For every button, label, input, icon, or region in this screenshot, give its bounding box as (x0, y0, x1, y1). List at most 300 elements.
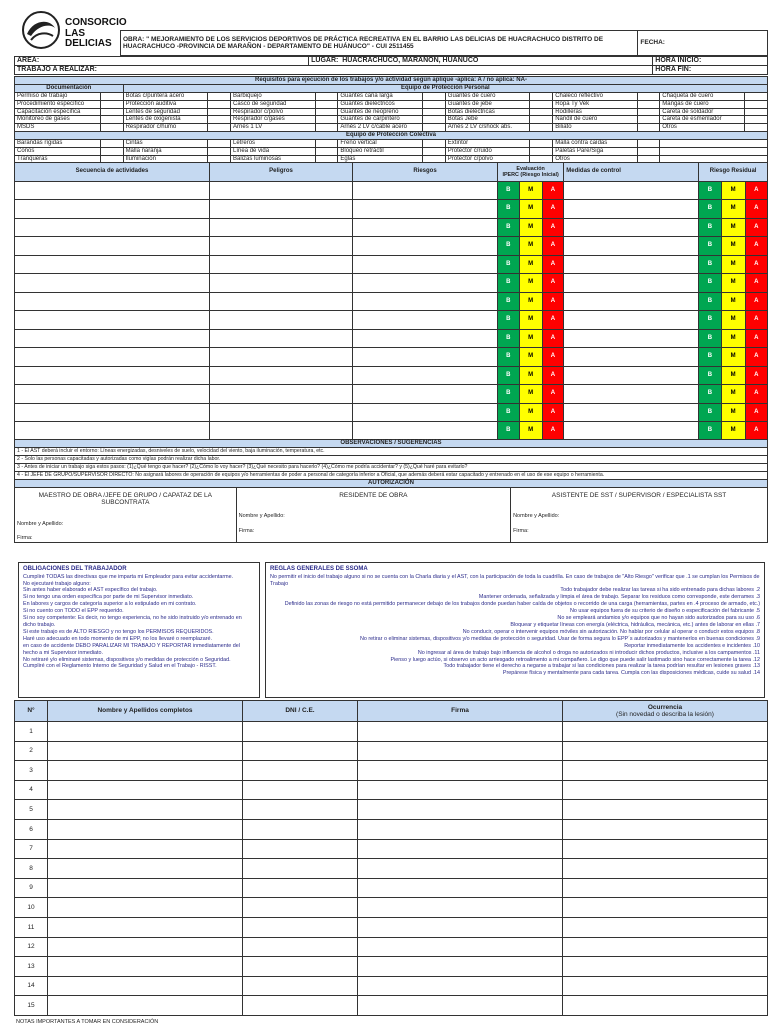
control-measures-cell[interactable] (564, 237, 699, 256)
requirement-checkbox[interactable] (100, 92, 123, 100)
residual-risk-m-cell[interactable]: M (721, 274, 745, 293)
requirement-label: Capacitación específica (15, 108, 101, 116)
initial-risk-b-cell[interactable]: B (498, 311, 520, 330)
risk-cell[interactable] (353, 348, 498, 367)
worker-dni-cell[interactable] (243, 898, 358, 918)
initial-risk-m-cell[interactable]: M (519, 292, 542, 311)
worker-number: 4 (15, 780, 48, 800)
residual-risk-m-cell[interactable]: M (721, 366, 745, 385)
initial-risk-b-cell[interactable]: B (498, 218, 520, 237)
worker-name-cell[interactable] (48, 741, 243, 761)
worker-dni-cell[interactable] (243, 976, 358, 996)
hazard-cell[interactable] (210, 348, 353, 367)
workers-table (14, 700, 768, 1016)
activity-row (15, 237, 768, 256)
initial-risk-b-cell[interactable]: B (498, 403, 520, 422)
activity-sequence-cell[interactable] (15, 274, 210, 293)
requirement-checkbox[interactable] (745, 124, 768, 132)
activity-row (15, 422, 768, 441)
col-residual: Riesgo Residual (699, 163, 768, 182)
area-field[interactable]: AREA: (15, 57, 309, 66)
hazard-cell[interactable] (210, 292, 353, 311)
residual-risk-b-cell[interactable]: B (699, 200, 721, 219)
requirement-checkbox[interactable] (100, 108, 123, 116)
initial-risk-m-cell[interactable]: M (519, 255, 542, 274)
initial-risk-b-cell[interactable]: B (498, 348, 520, 367)
epc-label: Línea de vida (231, 148, 316, 156)
header-info-table (14, 56, 768, 75)
requirement-checkbox[interactable] (423, 100, 446, 108)
worker-signature-cell[interactable] (358, 722, 563, 742)
requirement-label: Nandil de cuero (553, 116, 637, 124)
residual-risk-b-cell[interactable]: B (699, 348, 721, 367)
worker-number: 7 (15, 839, 48, 859)
residual-risk-b-cell[interactable]: B (699, 292, 721, 311)
worker-dni-cell[interactable] (243, 917, 358, 937)
initial-risk-a-cell[interactable]: A (542, 200, 564, 219)
initial-risk-b-cell[interactable]: B (498, 329, 520, 348)
initial-risk-a-cell[interactable]: A (542, 218, 564, 237)
requirement-checkbox[interactable] (100, 116, 123, 124)
requirement-label: Lentes de seguridad (123, 108, 208, 116)
control-measures-cell[interactable] (564, 200, 699, 219)
requirement-row (15, 108, 768, 116)
residual-risk-a-cell[interactable]: A (745, 274, 767, 293)
worker-occurrence-cell[interactable] (563, 976, 768, 996)
epc-label: Iluminación (123, 155, 208, 163)
sign-residente[interactable]: RESIDENTE DE OBRA Nombre y Apellido: Firma: (236, 488, 510, 543)
initial-risk-a-cell[interactable]: A (542, 366, 564, 385)
residual-risk-b-cell[interactable]: B (699, 255, 721, 274)
hazard-cell[interactable] (210, 422, 353, 441)
worker-signature-cell[interactable] (358, 957, 563, 977)
requirement-row (15, 124, 768, 132)
worker-signature-cell[interactable] (358, 819, 563, 839)
worker-row (15, 898, 768, 918)
hazard-cell[interactable] (210, 218, 353, 237)
worker-signature-cell[interactable] (358, 859, 563, 879)
initial-risk-b-cell[interactable]: B (498, 200, 520, 219)
control-measures-cell[interactable] (564, 422, 699, 441)
risk-cell[interactable] (353, 422, 498, 441)
residual-risk-a-cell[interactable]: A (745, 348, 767, 367)
worker-signature-cell[interactable] (358, 976, 563, 996)
residual-risk-a-cell[interactable]: A (745, 422, 767, 441)
hazard-cell[interactable] (210, 181, 353, 200)
worker-number: 14 (15, 976, 48, 996)
residual-risk-b-cell[interactable]: B (699, 311, 721, 330)
initial-risk-m-cell[interactable]: M (519, 237, 542, 256)
epc-checkbox[interactable] (530, 148, 553, 156)
initial-risk-b-cell[interactable]: B (498, 181, 520, 200)
epc-checkbox[interactable] (315, 148, 338, 156)
residual-risk-b-cell[interactable]: B (699, 329, 721, 348)
residual-risk-a-cell[interactable]: A (745, 255, 767, 274)
activity-sequence-cell[interactable] (15, 292, 210, 311)
worker-occurrence-cell[interactable] (563, 917, 768, 937)
initial-risk-b-cell[interactable]: B (498, 292, 520, 311)
control-measures-cell[interactable] (564, 385, 699, 404)
worker-dni-cell[interactable] (243, 780, 358, 800)
requirement-checkbox[interactable] (208, 100, 231, 108)
initial-risk-a-cell[interactable]: A (542, 329, 564, 348)
initial-risk-a-cell[interactable]: A (542, 422, 564, 441)
requirement-checkbox[interactable] (208, 116, 231, 124)
worker-dni-cell[interactable] (243, 741, 358, 761)
requirement-checkbox[interactable] (637, 116, 660, 124)
worker-number: 5 (15, 800, 48, 820)
requirement-label: Guantes de jebe (445, 100, 530, 108)
control-measures-cell[interactable] (564, 329, 699, 348)
control-measures-cell[interactable] (564, 403, 699, 422)
requirement-checkbox[interactable] (745, 100, 768, 108)
worker-occurrence-cell[interactable] (563, 957, 768, 977)
control-measures-cell[interactable] (564, 292, 699, 311)
worker-signature-cell[interactable] (358, 741, 563, 761)
epc-checkbox[interactable] (423, 140, 446, 148)
rule-item: Pienso y luego actúo, si observo un acto arriesgado retroalimento a mi compañero. Le digo que puede salir lastimado sino hace correctamente la tarea .12 (390, 656, 760, 663)
residual-risk-b-cell[interactable]: B (699, 422, 721, 441)
obs-line-1: 1 - El AST deberá incluir el entorno: Líneas energizadas, desniveles de suelo, velocidad del viento, baja iluminación, temperatura, etc. (15, 448, 768, 456)
requirement-checkbox[interactable] (208, 108, 231, 116)
activity-row (15, 218, 768, 237)
residual-risk-b-cell[interactable]: B (699, 385, 721, 404)
residual-risk-a-cell[interactable]: A (745, 311, 767, 330)
hazard-cell[interactable] (210, 385, 353, 404)
requirement-label: Botas dieléctricas (445, 108, 530, 116)
residual-risk-m-cell[interactable]: M (721, 218, 745, 237)
initial-risk-a-cell[interactable]: A (542, 237, 564, 256)
rule-item: Definido las zonas de riesgo no está permitido permanecer debajo de los trabajos donde puedan haber caída de objetos o recorrido de una carga (herramientas, partes en .4 proceso de armado, etc.) (284, 601, 760, 608)
residual-risk-a-cell[interactable]: A (745, 292, 767, 311)
control-measures-cell[interactable] (564, 181, 699, 200)
hora-fin-field[interactable]: HORA FIN: (653, 66, 768, 75)
initial-risk-m-cell[interactable]: M (519, 348, 542, 367)
risk-cell[interactable] (353, 274, 498, 293)
risk-cell[interactable] (353, 329, 498, 348)
trabajo-field[interactable]: TRABAJO A REALIZAR: (15, 66, 653, 75)
worker-dni-cell[interactable] (243, 878, 358, 898)
requirement-checkbox[interactable] (315, 92, 338, 100)
worker-signature-cell[interactable] (358, 996, 563, 1016)
worker-occurrence-cell[interactable] (563, 996, 768, 1016)
activity-sequence-cell[interactable] (15, 181, 210, 200)
epc-checkbox[interactable] (100, 148, 123, 156)
requirement-checkbox[interactable] (423, 92, 446, 100)
initial-risk-a-cell[interactable]: A (542, 292, 564, 311)
initial-risk-b-cell[interactable]: B (498, 274, 520, 293)
requirement-checkbox[interactable] (315, 108, 338, 116)
worker-occurrence-cell[interactable] (563, 878, 768, 898)
worker-row (15, 839, 768, 859)
worker-occurrence-cell[interactable] (563, 780, 768, 800)
requirement-checkbox[interactable] (637, 108, 660, 116)
residual-risk-m-cell[interactable]: M (721, 255, 745, 274)
control-measures-cell[interactable] (564, 366, 699, 385)
residual-risk-m-cell[interactable]: M (721, 181, 745, 200)
lugar-field[interactable]: LUGAR: HUACRACHUCO, MARAÑON, HUANUCO (309, 57, 653, 66)
worker-name-cell[interactable] (48, 937, 243, 957)
activity-sequence-cell[interactable] (15, 422, 210, 441)
requirement-checkbox[interactable] (530, 108, 553, 116)
initial-risk-m-cell[interactable]: M (519, 274, 542, 293)
col-ocurrencia: Ocurrencia (Sin novedad o describa la lesión) (563, 701, 768, 722)
worker-dni-cell[interactable] (243, 722, 358, 742)
initial-risk-a-cell[interactable]: A (542, 403, 564, 422)
residual-risk-m-cell[interactable]: M (721, 385, 745, 404)
worker-name-cell[interactable] (48, 898, 243, 918)
epc-checkbox[interactable] (637, 140, 660, 148)
activity-sequence-cell[interactable] (15, 403, 210, 422)
worker-name-cell[interactable] (48, 878, 243, 898)
hora-inicio-field[interactable]: HORA INICIO: (653, 57, 768, 66)
risk-cell[interactable] (353, 366, 498, 385)
initial-risk-a-cell[interactable]: A (542, 385, 564, 404)
worker-occurrence-cell[interactable] (563, 937, 768, 957)
worker-row (15, 996, 768, 1016)
worker-name-cell[interactable] (48, 917, 243, 937)
worker-occurrence-cell[interactable] (563, 722, 768, 742)
risk-cell[interactable] (353, 255, 498, 274)
risk-cell[interactable] (353, 218, 498, 237)
residual-risk-b-cell[interactable]: B (699, 181, 721, 200)
initial-risk-a-cell[interactable]: A (542, 274, 564, 293)
worker-name-cell[interactable] (48, 800, 243, 820)
worker-number: 1 (15, 722, 48, 742)
requirement-checkbox[interactable] (423, 124, 446, 132)
worker-dni-cell[interactable] (243, 761, 358, 781)
activity-row (15, 366, 768, 385)
residual-risk-a-cell[interactable]: A (745, 200, 767, 219)
risk-cell[interactable] (353, 181, 498, 200)
worker-name-cell[interactable] (48, 761, 243, 781)
initial-risk-m-cell[interactable]: M (519, 366, 542, 385)
requirement-row (15, 100, 768, 108)
initial-risk-m-cell[interactable]: M (519, 403, 542, 422)
initial-risk-m-cell[interactable]: M (519, 200, 542, 219)
worker-occurrence-cell[interactable] (563, 761, 768, 781)
worker-name-cell[interactable] (48, 839, 243, 859)
residual-risk-a-cell[interactable]: A (745, 181, 767, 200)
worker-name-cell[interactable] (48, 976, 243, 996)
worker-row (15, 741, 768, 761)
worker-dni-cell[interactable] (243, 800, 358, 820)
epc-checkbox[interactable] (208, 148, 231, 156)
residual-risk-m-cell[interactable]: M (721, 403, 745, 422)
worker-dni-cell[interactable] (243, 996, 358, 1016)
requirement-label: Biliato (553, 124, 637, 132)
worker-signature-cell[interactable] (358, 878, 563, 898)
residual-risk-m-cell[interactable]: M (721, 329, 745, 348)
residual-risk-m-cell[interactable]: M (721, 311, 745, 330)
residual-risk-m-cell[interactable]: M (721, 348, 745, 367)
initial-risk-m-cell[interactable]: M (519, 311, 542, 330)
epc-checkbox[interactable] (100, 140, 123, 148)
control-measures-cell[interactable] (564, 218, 699, 237)
control-measures-cell[interactable] (564, 311, 699, 330)
worker-dni-cell[interactable] (243, 957, 358, 977)
requirement-checkbox[interactable] (637, 92, 660, 100)
epc-checkbox[interactable] (637, 148, 660, 156)
initial-risk-b-cell[interactable]: B (498, 422, 520, 441)
worker-occurrence-cell[interactable] (563, 839, 768, 859)
worker-occurrence-cell[interactable] (563, 741, 768, 761)
worker-signature-cell[interactable] (358, 898, 563, 918)
obligaciones-title: OBLIGACIONES DEL TRABAJADOR (23, 566, 127, 572)
residual-risk-m-cell[interactable]: M (721, 292, 745, 311)
epc-checkbox[interactable] (208, 140, 231, 148)
worker-name-cell[interactable] (48, 819, 243, 839)
epc-checkbox[interactable] (423, 148, 446, 156)
initial-risk-m-cell[interactable]: M (519, 218, 542, 237)
activity-sequence-cell[interactable] (15, 255, 210, 274)
requirement-label: MSDS (15, 124, 101, 132)
residual-risk-b-cell[interactable]: B (699, 403, 721, 422)
risk-cell[interactable] (353, 237, 498, 256)
hazard-cell[interactable] (210, 311, 353, 330)
residual-risk-a-cell[interactable]: A (745, 237, 767, 256)
initial-risk-a-cell[interactable]: A (542, 311, 564, 330)
hazard-cell[interactable] (210, 329, 353, 348)
initial-risk-m-cell[interactable]: M (519, 385, 542, 404)
requirement-checkbox[interactable] (745, 92, 768, 100)
residual-risk-m-cell[interactable]: M (721, 237, 745, 256)
initial-risk-a-cell[interactable]: A (542, 181, 564, 200)
worker-signature-cell[interactable] (358, 937, 563, 957)
residual-risk-a-cell[interactable]: A (745, 385, 767, 404)
worker-dni-cell[interactable] (243, 839, 358, 859)
requirement-checkbox[interactable] (315, 116, 338, 124)
requirement-checkbox[interactable] (100, 100, 123, 108)
risk-cell[interactable] (353, 385, 498, 404)
rule-item: No permitir el inicio del trabajo alguno si no se cuenta con la Charla diaria y el AST, con la participación de toda la cuadrilla. En caso de trabajos de "Alto Riesgo" verificar que .1 se cumplan los Permisos de Trabajo (270, 573, 760, 587)
hazard-cell[interactable] (210, 255, 353, 274)
initial-risk-b-cell[interactable]: B (498, 366, 520, 385)
worker-occurrence-cell[interactable] (563, 859, 768, 879)
obligation-item: Si no tengo una orden específica por parte de mi Supervisor inmediato. (23, 594, 194, 601)
worker-name-cell[interactable] (48, 996, 243, 1016)
worker-name-cell[interactable] (48, 957, 243, 977)
worker-dni-cell[interactable] (243, 819, 358, 839)
residual-risk-a-cell[interactable]: A (745, 218, 767, 237)
worker-name-cell[interactable] (48, 780, 243, 800)
residual-risk-a-cell[interactable]: A (745, 403, 767, 422)
initial-risk-b-cell[interactable]: B (498, 385, 520, 404)
initial-risk-a-cell[interactable]: A (542, 348, 564, 367)
requirement-checkbox[interactable] (745, 116, 768, 124)
requirement-checkbox[interactable] (745, 108, 768, 116)
hazard-cell[interactable] (210, 274, 353, 293)
sign-maestro[interactable]: MAESTRO DE OBRA /JEFE DE GRUPO / CAPATAZ DE LA SUBCONTRATA Nombre y Apellido: Firma: (15, 488, 237, 543)
worker-occurrence-cell[interactable] (563, 819, 768, 839)
initial-risk-m-cell[interactable]: M (519, 181, 542, 200)
risk-cell[interactable] (353, 292, 498, 311)
residual-risk-a-cell[interactable]: A (745, 329, 767, 348)
residual-risk-m-cell[interactable]: M (721, 200, 745, 219)
requirement-checkbox[interactable] (315, 100, 338, 108)
requirement-checkbox[interactable] (530, 92, 553, 100)
activity-sequence-cell[interactable] (15, 237, 210, 256)
activity-sequence-cell[interactable] (15, 200, 210, 219)
worker-name-cell[interactable] (48, 722, 243, 742)
worker-signature-cell[interactable] (358, 761, 563, 781)
risk-cell[interactable] (353, 200, 498, 219)
requirement-checkbox[interactable] (100, 124, 123, 132)
activity-sequence-cell[interactable] (15, 311, 210, 330)
obligaciones-box (18, 562, 260, 698)
requirement-checkbox[interactable] (208, 92, 231, 100)
worker-occurrence-cell[interactable] (563, 898, 768, 918)
worker-row (15, 800, 768, 820)
hazard-cell[interactable] (210, 237, 353, 256)
sign-asistente-sst[interactable]: ASISTENTE DE SST / SUPERVISOR / ESPECIALISTA SST Nombre y Apellido: Firma: (511, 488, 768, 543)
initial-risk-b-cell[interactable]: B (498, 237, 520, 256)
requirement-checkbox[interactable] (530, 116, 553, 124)
worker-dni-cell[interactable] (243, 859, 358, 879)
control-measures-cell[interactable] (564, 255, 699, 274)
worker-occurrence-cell[interactable] (563, 800, 768, 820)
requirement-checkbox[interactable] (530, 100, 553, 108)
requirement-label: Protección auditiva (123, 100, 208, 108)
activity-row (15, 255, 768, 274)
activity-sequence-cell[interactable] (15, 218, 210, 237)
worker-number: 6 (15, 819, 48, 839)
control-measures-cell[interactable] (564, 348, 699, 367)
requirement-checkbox[interactable] (208, 124, 231, 132)
residual-risk-b-cell[interactable]: B (699, 274, 721, 293)
requirement-checkbox[interactable] (637, 100, 660, 108)
activity-sequence-cell[interactable] (15, 329, 210, 348)
residual-risk-b-cell[interactable]: B (699, 218, 721, 237)
initial-risk-m-cell[interactable]: M (519, 422, 542, 441)
control-measures-cell[interactable] (564, 274, 699, 293)
hazard-cell[interactable] (210, 200, 353, 219)
worker-signature-cell[interactable] (358, 800, 563, 820)
hazard-cell[interactable] (210, 366, 353, 385)
activity-sequence-cell[interactable] (15, 385, 210, 404)
worker-dni-cell[interactable] (243, 937, 358, 957)
initial-risk-a-cell[interactable]: A (542, 255, 564, 274)
fecha-label[interactable]: FECHA: (638, 31, 768, 56)
logo-line2: LAS DELICIAS (65, 27, 112, 49)
initial-risk-m-cell[interactable]: M (519, 329, 542, 348)
worker-signature-cell[interactable] (358, 780, 563, 800)
epc-checkbox[interactable] (530, 140, 553, 148)
requirement-checkbox[interactable] (423, 116, 446, 124)
requirement-checkbox[interactable] (637, 124, 660, 132)
epc-checkbox[interactable] (315, 140, 338, 148)
requirement-checkbox[interactable] (423, 108, 446, 116)
hazard-cell[interactable] (210, 403, 353, 422)
requirement-label: Botas c/puntera acero (123, 92, 208, 100)
residual-risk-m-cell[interactable]: M (721, 422, 745, 441)
obligation-item: Haré uso adecuado en todo momento de mi EPP, no los llevaré o reemplazaré. (23, 635, 212, 642)
requirement-checkbox[interactable] (530, 124, 553, 132)
requirement-checkbox[interactable] (315, 124, 338, 132)
worker-name-cell[interactable] (48, 859, 243, 879)
activity-sequence-cell[interactable] (15, 348, 210, 367)
worker-signature-cell[interactable] (358, 839, 563, 859)
risk-cell[interactable] (353, 403, 498, 422)
worker-signature-cell[interactable] (358, 917, 563, 937)
residual-risk-b-cell[interactable]: B (699, 237, 721, 256)
initial-risk-b-cell[interactable]: B (498, 255, 520, 274)
residual-risk-a-cell[interactable]: A (745, 366, 767, 385)
activity-sequence-cell[interactable] (15, 366, 210, 385)
risk-cell[interactable] (353, 311, 498, 330)
residual-risk-b-cell[interactable]: B (699, 366, 721, 385)
worker-row (15, 878, 768, 898)
